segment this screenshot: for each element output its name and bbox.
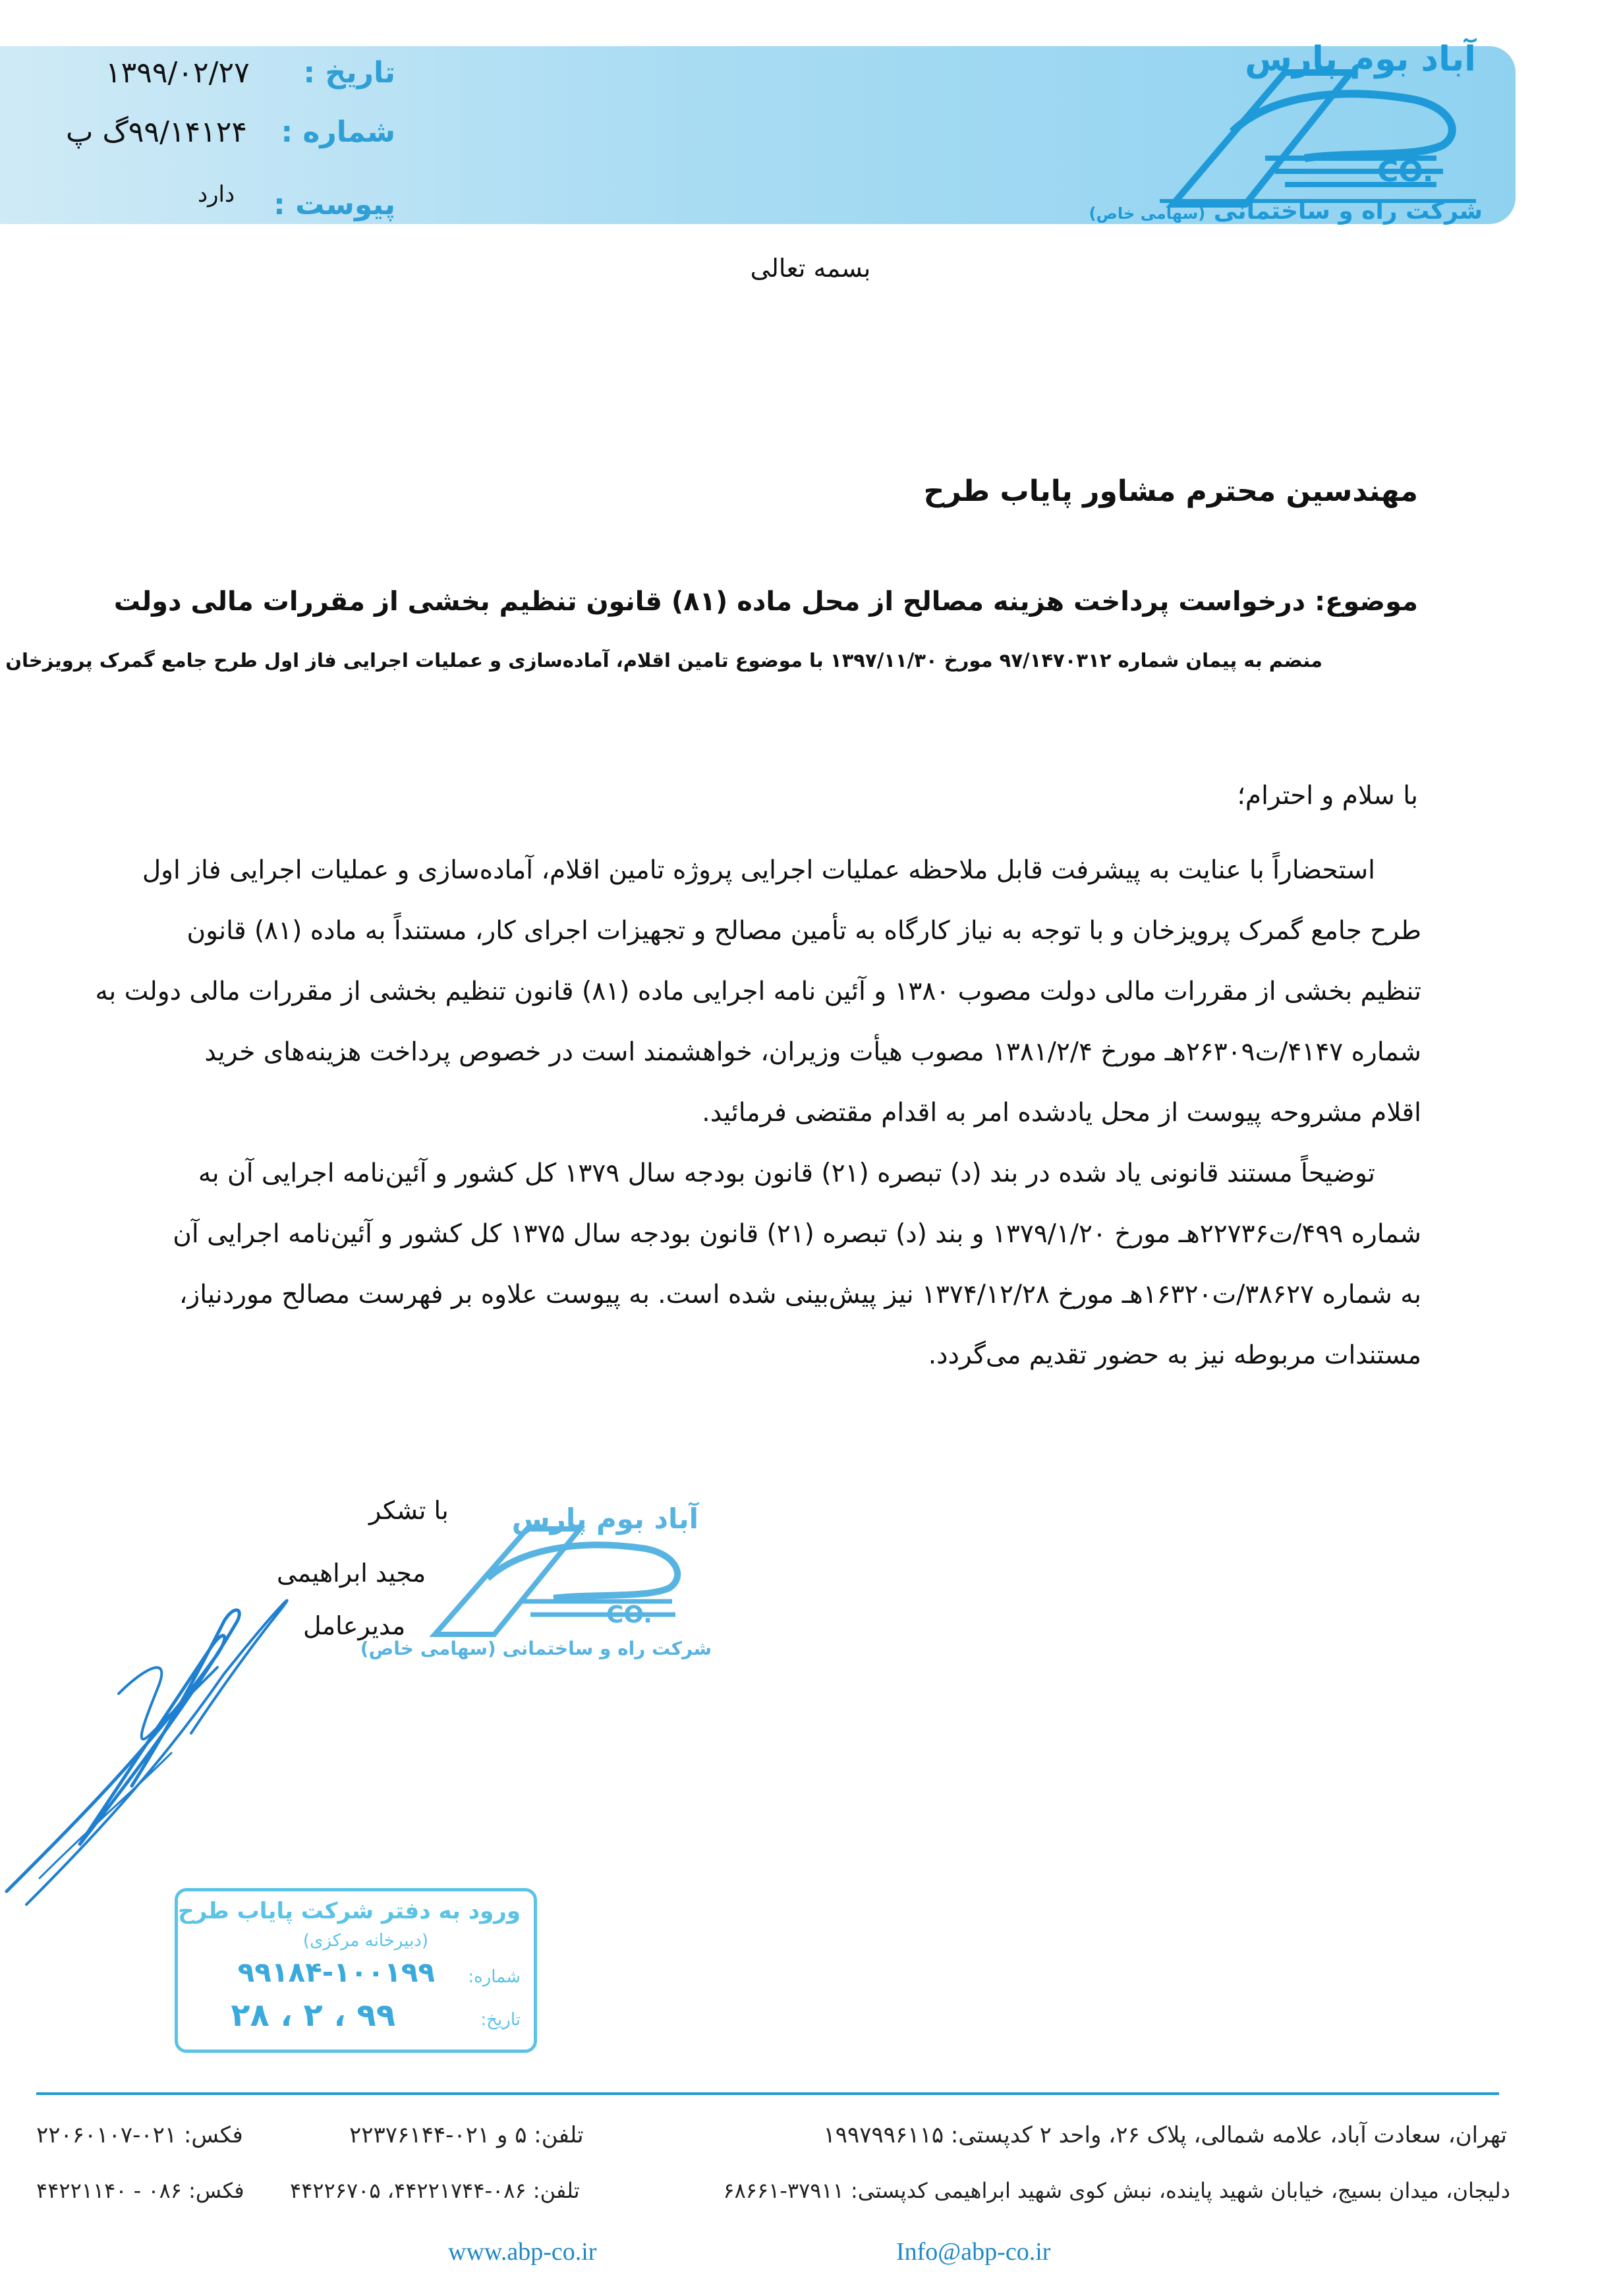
paragraph-1-line: اقلام مشروحه پیوست از محل یادشده امر به اقدام مقتضی فرمائید. xyxy=(702,1098,1421,1128)
logo-subtitle-paren: (سهامی خاص) xyxy=(1089,204,1206,223)
footer-website-link[interactable]: www.abp-co.ir xyxy=(448,2238,597,2266)
number-label: شماره : xyxy=(281,115,395,149)
stamp-co: CO. xyxy=(606,1601,652,1628)
footer-line2-address: دلیجان، میدان بسیج، خیابان شهید پاینده، نبش کوی شهید ابراهیمی کدپستی: ۳۷۹۱۱-۶۸۶۶۱ xyxy=(723,2178,1510,2203)
signature-scribble xyxy=(0,1535,474,1918)
entry-stamp-date-value: ۹۹ ، ۲ ، ۲۸ xyxy=(231,1997,395,2034)
entry-stamp-number-label: شماره: xyxy=(468,1967,521,1987)
recipient: مهندسین محترم مشاور پایاب طرح xyxy=(923,474,1418,508)
paragraph-1 xyxy=(63,840,1421,1143)
logo-subtitle xyxy=(1089,198,1483,225)
paragraph-1-line: شماره ۴۱۴۷/ت۲۶۳۰۹هـ مورخ ۱۳۸۱/۲/۴ مصوب هیأت وزیران، خواهشمند است در خصوص پرداخت هزینه‌های خرید xyxy=(204,1037,1421,1067)
footer-divider xyxy=(36,2092,1499,2095)
paragraph-1-line: طرح جامع گمرک پرویزخان و با توجه به نیاز کارگاه به تأمین مصالح و تجهیزات اجرای کار، مستنداً به ماده (۸۱) قانون xyxy=(186,916,1421,946)
footer-line1-fax: فکس: ۰۲۱-۲۲۰۶۰۱۰۷ xyxy=(36,2122,243,2148)
paragraph-2-line: شماره ۴۹۹/ت۲۲۷۳۶هـ مورخ ۱۳۷۹/۱/۲۰ و بند (د) تبصره (۲۱) قانون بودجه سال ۱۳۷۵ کل کشور و آئین‌نامه اجرایی آن xyxy=(173,1219,1421,1249)
paragraph-2-line: توضیحاً مستند قانونی یاد شده در بند (د) تبصره (۲۱) قانون بودجه سال ۱۳۷۹ کل کشور و آئین‌نامه اجرایی آن به xyxy=(198,1159,1375,1188)
footer-line2-fax: فکس: ۰۸۶ - ۴۴۲۲۱۱۴۰ xyxy=(36,2178,244,2203)
signer-title: مدیرعامل xyxy=(303,1611,406,1640)
closing: با تشکر xyxy=(369,1496,449,1525)
company-logo xyxy=(1089,40,1489,237)
entry-stamp-title: ورود به دفتر شرکت پایاب طرح xyxy=(178,1898,521,1924)
footer-line1-phone: تلفن: ۵ و ۰۲۱-۲۲۳۷۶۱۴۴ xyxy=(349,2122,584,2148)
logo-company-name: آباد بوم پارس xyxy=(1245,40,1476,79)
number-value: ۹۹/۱۴۱۲۴گ پ xyxy=(66,115,248,149)
entry-stamp-date-label: تاریخ: xyxy=(480,2010,521,2030)
paragraph-2-line: به شماره ۳۸۶۲۷/ت۱۶۳۲۰هـ مورخ ۱۳۷۴/۱۲/۲۸ نیز پیش‌بینی شده است. به پیوست علاوه بر فهرست مصالح موردنیاز، xyxy=(179,1280,1421,1309)
date-row xyxy=(40,56,395,102)
invocation: بسمه تعالی xyxy=(750,254,871,283)
subject-sub: منضم به پیمان شماره ۹۷/۱۴۷۰۳۱۲ مورخ ۱۳۹۷/۱۱/۳۰ با موضوع تامین اقلام، آماده‌سازی و عملیات اجرایی فاز اول طرح جامع گمرک پرویزخان xyxy=(5,649,1322,672)
entry-stamp-subtitle: (دبیرخانه مرکزی) xyxy=(302,1931,428,1951)
entry-stamp xyxy=(175,1888,537,2053)
footer-email-link[interactable]: Info@abp-co.ir xyxy=(896,2238,1051,2266)
subject: موضوع: درخواست پرداخت هزینه مصالح از محل ماده (۸۱) قانون تنظیم بخشی از مقررات مالی دولت xyxy=(113,587,1418,617)
attachment-value: دارد xyxy=(198,181,235,208)
paragraph-1-line: استحضاراً با عنایت به پیشرفت قابل ملاحظه عملیات اجرایی پروژه تامین اقلام، آماده‌سازی و عملیات اجرایی فاز اول xyxy=(142,855,1375,885)
greeting: با سلام و احترام؛ xyxy=(1237,781,1418,811)
stamp-company-name: آباد بوم پارس xyxy=(511,1503,698,1535)
paragraph-1-line: تنظیم بخشی از مقررات مالی دولت مصوب ۱۳۸۰ و آئین نامه اجرایی ماده (۸۱) قانون تنظیم بخشی از مقررات مالی دولت به xyxy=(95,977,1421,1006)
number-row xyxy=(40,115,395,161)
logo-mark-icon xyxy=(1133,59,1476,217)
entry-stamp-number-value: ۹۹۱۸۴-۱۰۰۱۹۹ xyxy=(237,1956,435,1988)
logo-subtitle-main: شرکت راه و ساختمانی xyxy=(1213,198,1483,225)
paragraph-2 xyxy=(63,1143,1421,1386)
date-label: تاریخ : xyxy=(303,56,395,90)
paragraph-2-line: مستندات مربوطه نیز به حضور تقدیم می‌گردد. xyxy=(928,1340,1421,1370)
stamp-subtitle: شرکت راه و ساختمانی (سهامی خاص) xyxy=(360,1638,712,1659)
footer-line1-address: تهران، سعادت آباد، علامه شمالی، پلاک ۲۶، واحد ۲ کدپستی: ۱۹۹۷۹۹۶۱۱۵ xyxy=(823,2122,1507,2148)
attachment-row xyxy=(40,181,395,227)
attachment-label: پیوست : xyxy=(273,188,395,221)
date-value: ۱۳۹۹/۰۲/۲۷ xyxy=(105,56,250,90)
signer-name: مجید ابراهیمی xyxy=(277,1559,426,1588)
footer-line2-phone: تلفن: ۰۸۶-۴۴۲۲۱۷۴۴، ۴۴۲۲۶۷۰۵ xyxy=(290,2178,580,2203)
logo-co: CO. xyxy=(1377,155,1434,188)
